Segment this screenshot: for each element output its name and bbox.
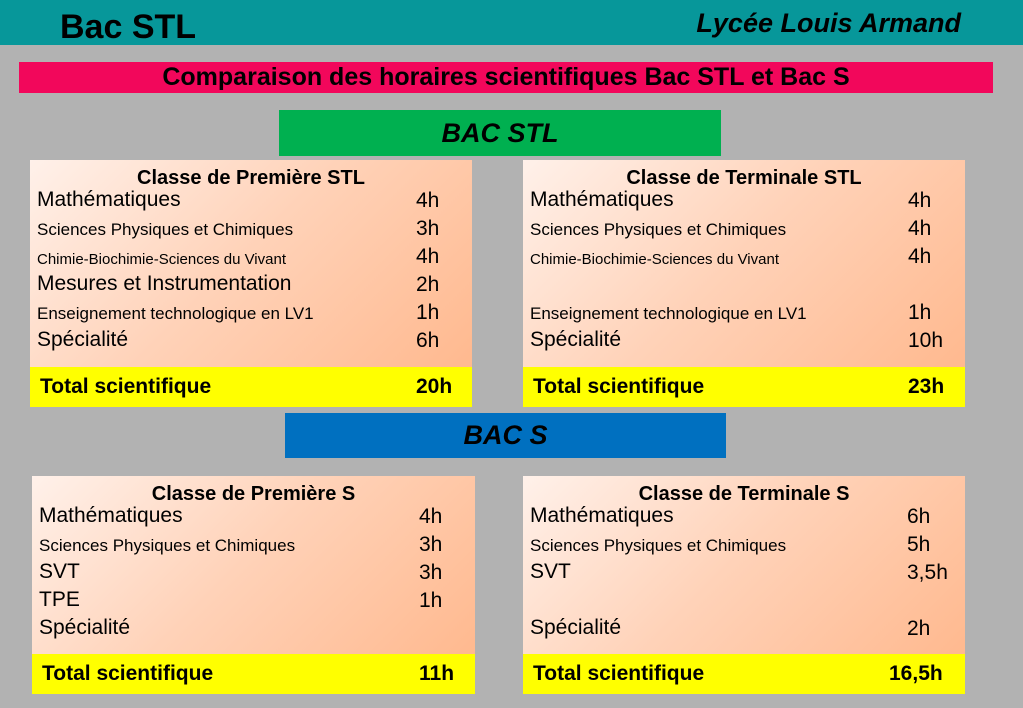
card-premiere-stl (30, 160, 472, 407)
subject-row (30, 244, 472, 272)
subject-hours: 3h (416, 217, 440, 240)
subject-name: SVT (530, 560, 571, 583)
subject-row (30, 188, 472, 216)
subject-row (523, 216, 965, 244)
subject-row (30, 216, 472, 244)
subject-hours: 5h (907, 533, 931, 556)
subject-row (30, 272, 472, 300)
subject-row (32, 504, 475, 532)
subject-name: Enseignement technologique en LV1 (37, 304, 314, 323)
subject-name: Sciences Physiques et Chimiques (37, 220, 294, 239)
section-label-bac-stl: BAC STL (279, 110, 721, 156)
total-label: Total scientifique (40, 375, 212, 398)
card-title: Classe de Première S (151, 483, 356, 505)
subject-name: Chimie-Biochimie-Sciences du Vivant (37, 251, 286, 268)
subject-name: Spécialité (37, 328, 129, 351)
subject-row (30, 328, 472, 356)
subject-name: Mathématiques (39, 504, 183, 527)
card-premiere-s (32, 476, 475, 694)
subject-row (523, 272, 965, 300)
subject-name: Spécialité (530, 328, 622, 351)
subject-hours: 2h (907, 617, 931, 640)
total-label: Total scientifique (42, 662, 214, 685)
subject-name: Chimie-Biochimie-Sciences du Vivant (530, 251, 779, 268)
subject-row (523, 588, 965, 616)
subject-name: Mesures et Instrumentation (37, 272, 292, 295)
subject-row (32, 560, 475, 588)
subject-name: Sciences Physiques et Chimiques (530, 536, 787, 555)
subject-row (523, 244, 965, 272)
subject-hours: 1h (419, 589, 443, 612)
subject-row (30, 300, 472, 328)
subject-hours: 6h (907, 505, 931, 528)
subject-row (523, 328, 965, 356)
subject-name: Mathématiques (530, 188, 674, 211)
subject-row (523, 616, 965, 644)
total-bar (30, 367, 472, 407)
subject-name: TPE (39, 588, 80, 611)
subject-hours: 3h (419, 533, 443, 556)
card-terminale-stl (523, 160, 965, 407)
subject-row (32, 588, 475, 616)
comparison-banner: Comparaison des horaires scientifiques Bac STL et Bac S (19, 62, 993, 93)
school-name: Lycée Louis Armand (696, 8, 961, 38)
subject-name: Sciences Physiques et Chimiques (39, 536, 296, 555)
subject-hours: 10h (908, 329, 944, 352)
total-bar (523, 654, 965, 694)
card-title: Classe de Terminale S (638, 483, 850, 505)
total-bar (32, 654, 475, 694)
total-label: Total scientifique (533, 375, 705, 398)
total-value: 20h (416, 375, 453, 398)
subject-name: Enseignement technologique en LV1 (530, 304, 807, 323)
subject-name: Sciences Physiques et Chimiques (530, 220, 787, 239)
subject-row (32, 532, 475, 560)
subject-hours: 2h (416, 273, 440, 296)
card-title: Classe de Première STL (137, 167, 365, 189)
subject-row (523, 188, 965, 216)
subject-row (523, 300, 965, 328)
subject-hours: 4h (416, 189, 440, 212)
subject-name: Spécialité (530, 616, 622, 639)
subject-row (523, 504, 965, 532)
subject-hours: 1h (908, 301, 932, 324)
total-label: Total scientifique (533, 662, 705, 685)
subject-row (32, 616, 475, 644)
subject-hours: 6h (416, 329, 440, 352)
subject-hours: 1h (416, 301, 440, 324)
section-label-bac-s: BAC S (285, 413, 726, 458)
subject-hours: 4h (419, 505, 443, 528)
page-title: Bac STL (60, 8, 197, 46)
header-bar (0, 0, 1023, 45)
subject-hours: 3h (419, 561, 443, 584)
subject-hours: 4h (908, 189, 932, 212)
subject-name: Spécialité (39, 616, 131, 639)
subject-hours: 3,5h (907, 561, 948, 584)
subject-name: Mathématiques (37, 188, 181, 211)
subject-row (523, 560, 965, 588)
total-value: 23h (908, 375, 945, 398)
subject-hours: 4h (908, 245, 932, 268)
total-bar (523, 367, 965, 407)
subject-name: Mathématiques (530, 504, 674, 527)
card-terminale-s (523, 476, 965, 694)
subject-name: SVT (39, 560, 80, 583)
card-title: Classe de Terminale STL (626, 167, 862, 189)
subject-row (523, 532, 965, 560)
total-value: 16,5h (889, 662, 943, 685)
subject-hours: 4h (908, 217, 932, 240)
subject-hours: 4h (416, 245, 440, 268)
total-value: 11h (419, 662, 455, 685)
